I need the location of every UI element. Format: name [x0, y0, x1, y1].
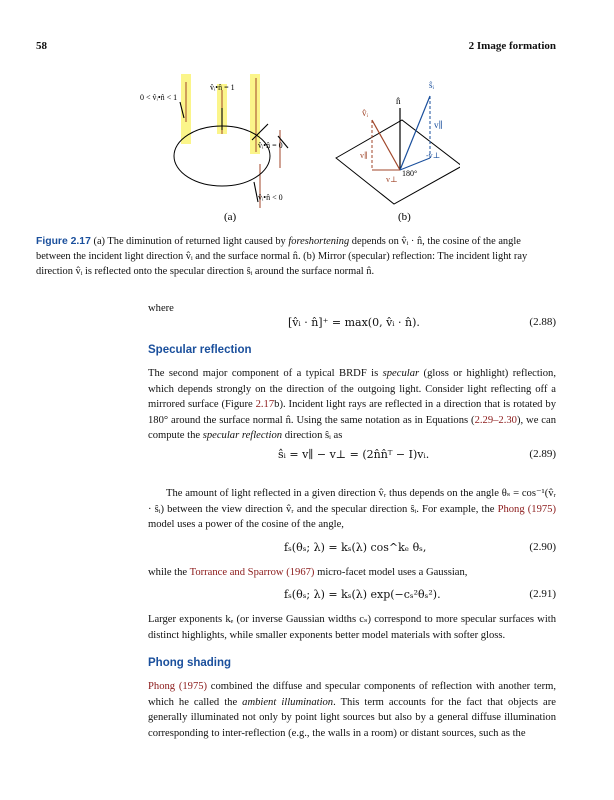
- section-specular-reflection: Specular reflection: [148, 344, 252, 356]
- para-torrance: while the Torrance and Sparrow (1967) micro-facet model uses a Gaussian,: [148, 567, 468, 578]
- mirror-plane: [336, 120, 460, 204]
- object-ellipse: [174, 126, 270, 186]
- caption-label: Figure 2.17: [36, 236, 91, 247]
- label-s: ŝᵢ: [429, 80, 434, 90]
- label-vpar-2: v∥: [360, 151, 368, 160]
- equation-2-89: ŝᵢ = v∥ − v⊥ = (2n̂n̂ᵀ − I)vᵢ. (2.89): [278, 448, 556, 461]
- caption-em: foreshortening: [288, 236, 350, 247]
- para-specular: The second major component of a typical BRDF is specular (gloss or highlight) reflection, which depends strongly on the direction of the outgoing light. Consider light reflecting off a mirrored surface (Figure 2.17b). Incident light rays are reflected in a direction that is rotated by 180° around the surface normal n̂. Using the same notation as in Equations (2.29–2.30), we can compute the specular reflection direction ŝᵢ as: [148, 368, 557, 442]
- label-range: 0 < v̂ᵢ•n̂ < 1: [140, 93, 178, 102]
- eq-math: [v̂ᵢ · n̂]⁺ = max(0, v̂ᵢ · n̂).: [288, 316, 420, 329]
- where-text: where: [148, 303, 174, 314]
- section-phong-shading: Phong shading: [148, 657, 232, 669]
- equation-2-88: [148, 316, 556, 332]
- label-n: n̂: [396, 96, 401, 106]
- figure-2-17: [140, 72, 460, 222]
- label-zero: v̂ᵢ•n̂ = 0: [258, 141, 283, 150]
- equation-2-90: fₛ(θₛ; λ) = kₛ(λ) cos^kₑ θₛ, (2.90): [284, 541, 556, 554]
- label-angle: 180°: [402, 169, 418, 178]
- para-phong: Phong (1975) combined the diffuse and specular components of reflection with another term, which he called the ambient illumination. This term accounts for the fact that objects are generally illuminated not only by point light sources but also by a general diffuse illumination corresponding to inter-reflection (e.g., the walls in a room) or distant sources, such as the: [148, 681, 556, 739]
- equation-2-91: fₛ(θₛ; λ) = kₛ(λ) exp(−cₛ²θₛ²). (2.91): [284, 588, 556, 601]
- eq-ref-link[interactable]: 2.29–2.30: [474, 414, 517, 426]
- chapter-title: 2 Image formation: [468, 40, 556, 52]
- sublabel-b: (b): [398, 211, 411, 222]
- phong-ref-link-2[interactable]: Phong (1975): [148, 681, 208, 692]
- torrance-ref-link[interactable]: Torrance and Sparrow (1967): [189, 567, 315, 578]
- sublabel-a: (a): [224, 211, 237, 222]
- label-neg: v̂ᵢ•n̂ < 0: [258, 193, 283, 202]
- page-number: 58: [36, 40, 47, 52]
- para-larger: Larger exponents kₑ (or inverse Gaussian widths cₛ) correspond to more specular surfaces with distinct highlights, while smaller exponents better model materials with softer gloss.: [148, 614, 556, 641]
- label-v: v̂ᵢ: [362, 108, 368, 118]
- caption-text: (a) The diminution of returned light caused by: [93, 236, 289, 247]
- fig-ref-link[interactable]: 2.17: [255, 399, 275, 411]
- label-vperp: v⊥: [386, 175, 398, 184]
- caption-text-2: depends on v̂ᵢ · n̂, the cosine of the angle between the incident light direction v̂ᵢ and the surface normal n̂. (b) Mirror (specular) reflection: The incident light ray direction v̂ᵢ is reflected onto the specular direction ŝᵢ around the surface normal n̂.: [36, 236, 528, 277]
- eq-number: (2.88): [529, 316, 556, 328]
- label-vpar: v∥: [434, 120, 443, 130]
- label-top: v̂ᵢ•n̂ = 1: [210, 83, 235, 92]
- para-amount: The amount of light reflected in a given direction v̂ᵣ thus depends on the angle θₛ = cos⁻¹(v̂ᵣ · ŝᵢ) between the view direction v̂ᵣ and the specular direction ŝᵢ. For example, the Phong (1975) model uses a power of the cosine of the angle,: [148, 488, 556, 531]
- figure-caption: [36, 234, 556, 279]
- label-neg-vperp: -v⊥: [426, 151, 441, 160]
- phong-ref-link[interactable]: Phong (1975): [497, 503, 556, 515]
